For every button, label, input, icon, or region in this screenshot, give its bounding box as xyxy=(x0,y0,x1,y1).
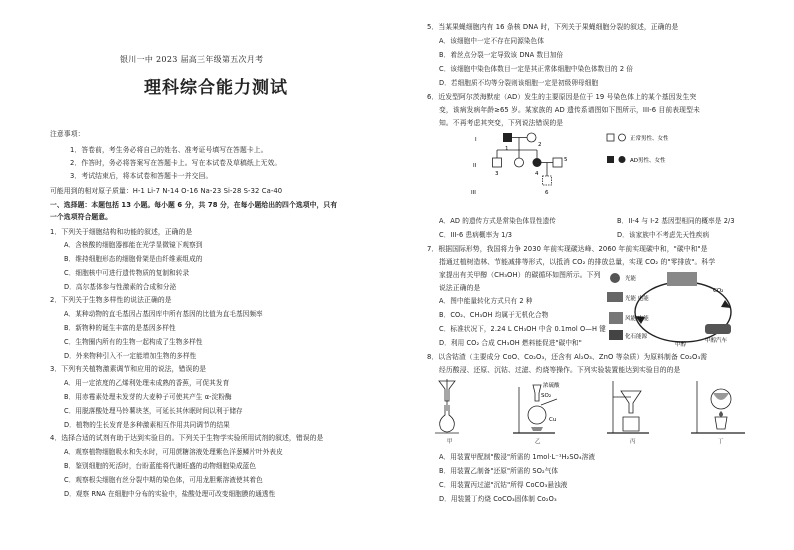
q7-stem-2: 指通过植树造林、节能减排等形式，以抵消 CO₂ 的排放总量，实现 CO₂ 的"零排放"。科学 xyxy=(439,258,716,266)
sun-icon xyxy=(610,273,620,283)
q8-option-b[interactable]: B．用装置乙制备"还原"所需的 SO₂气体 xyxy=(439,467,559,475)
exam-title: 理科综合能力测试 xyxy=(144,78,288,98)
q8-option-a[interactable]: A．用装置甲配制"酸浸"所需的 1mol·L⁻¹H₂SO₄溶液 xyxy=(439,453,596,461)
fig-label: 光能 xyxy=(625,276,637,282)
q2-option-b[interactable]: B．新物种的诞生丰富的是基因多样性 xyxy=(64,324,176,332)
q6-stem-1: 6．近发型阿尔茨海默症（AD）发生的主要原因是位于 19 号染色体上的某个基因发生突 xyxy=(427,93,697,101)
legend-ad-label: AD男性、女性 xyxy=(630,158,666,164)
q4-option-b[interactable]: B．鉴别细胞的死活时，台盼蓝能将代谢旺盛的动物细胞染成蓝色 xyxy=(64,462,257,470)
q6-option-d[interactable]: D．该家族中不考虑先天性疾病 xyxy=(617,231,710,239)
fig-label: 光能 电能 xyxy=(625,296,649,302)
legend-ad-female-icon xyxy=(619,156,626,163)
fig-label-acid: 浓硫酸 xyxy=(543,383,560,389)
q7-option-d[interactable]: D．利用 CO₂ 合成 CH₃OH 燃料能促进"碳中和" xyxy=(439,339,582,347)
q6-option-c[interactable]: C．III-6 患病概率为 1/3 xyxy=(439,231,513,239)
q1-stem: 1．下列关于细胞结构和功能的叙述，正确的是 xyxy=(50,228,193,236)
pedigree-ii3-male xyxy=(493,158,502,167)
pedigree-num: 1 xyxy=(505,146,509,152)
q5-stem: 5．当某果蝇细胞内有 16 条核 DNA 时，下列关于果蝇细胞分裂的叙述，正确的是 xyxy=(427,23,679,31)
q4-option-c[interactable]: C．观察根尖细胞有丝分裂中期的染色体，可用龙胆紫溶液使其着色 xyxy=(64,476,263,484)
pedigree-chart xyxy=(467,130,717,212)
methanol-car-icon xyxy=(705,324,731,334)
q3-option-c[interactable]: C．用脱落酸处理马铃薯块茎，可延长其休眠时间以利于储存 xyxy=(64,407,243,415)
q2-option-a[interactable]: A．某种动物的直毛基因占基因库中所有基因的比值为直毛基因频率 xyxy=(64,310,263,318)
fig-label: 风能 电能 xyxy=(625,316,649,322)
q7-stem-4: 说法正确的是 xyxy=(439,284,481,292)
q3-stem: 3．下列有关植物激素调节和应用的说法，错误的是 xyxy=(50,365,207,373)
fig-label: 甲醇 xyxy=(675,342,687,348)
q2-stem: 2．下列关于生物多样性的说法正确的是 xyxy=(50,296,172,304)
q7-option-a[interactable]: A．图中能量转化方式只有 2 种 xyxy=(439,297,533,305)
q5-option-c[interactable]: C．该细胞中染色体数目一定是其正常体细胞中染色体数目的 2 倍 xyxy=(439,65,634,73)
pedigree-num: 2 xyxy=(538,142,542,148)
apparatus-jia xyxy=(435,379,459,433)
gen-label-3: III xyxy=(471,190,476,196)
q8-stem-1: 8．以含钴渣（主要成分 CoO、Co₂O₃，还含有 Al₂O₃、ZnO 等杂质）为原料制备 Co₂O₃需 xyxy=(427,353,708,361)
carbon-cycle-figure xyxy=(605,270,745,350)
notes-heading: 注意事项： xyxy=(50,130,85,138)
factory-icon xyxy=(667,272,697,286)
q5-option-b[interactable]: B．着丝点分裂一定导致该 DNA 数目加倍 xyxy=(439,51,564,59)
pedigree-i1-affected-male xyxy=(503,133,512,142)
pedigree-num: 5 xyxy=(564,157,568,163)
note-item-2: 2．作答时，务必将答案写在答题卡上。写在本试卷及草稿纸上无效。 xyxy=(70,159,282,167)
q3-option-b[interactable]: B．用赤霉素处理未发芽的大麦种子可使其产生 α-淀粉酶 xyxy=(64,393,232,401)
pedigree-ii4-affected-female xyxy=(533,158,542,167)
q7-option-b[interactable]: B．CO₂、CH₃OH 均属于无机化合物 xyxy=(439,311,549,319)
label-yi: 乙 xyxy=(535,439,541,445)
power-plant-icon xyxy=(607,292,623,302)
legend-normal-female-icon xyxy=(619,134,626,141)
q1-option-a[interactable]: A．含核酸的细胞器都能在光学显微镜下观察到 xyxy=(64,241,203,249)
q7-option-c[interactable]: C．标准状况下，2.24 L CH₃OH 中含 0.1mol O—H 键 xyxy=(439,325,606,333)
apparatus-bing xyxy=(607,381,649,433)
note-item-1: 1．答卷前，考生务必将自己的姓名、准考证号填写在答题卡上。 xyxy=(70,146,268,154)
school-header: 银川一中 2023 届高三年级第五次月考 xyxy=(120,55,264,64)
fig-label: 化石能源 xyxy=(625,334,648,340)
wind-farm-icon xyxy=(609,312,623,324)
label-ding: 丁 xyxy=(718,439,724,445)
q4-option-d[interactable]: D．观察 RNA 在细胞中分布的实验中，盐酸处理可改变细胞膜的通透性 xyxy=(64,490,276,498)
q1-option-b[interactable]: B．维持细胞形态的细胞骨架是由纤维素组成的 xyxy=(64,255,203,263)
note-item-3: 3．考试结束后，将本试卷和答题卡一并交回。 xyxy=(70,172,213,180)
q1-option-c[interactable]: C．细胞核中可进行遗传物质的复制和转录 xyxy=(64,269,190,277)
pedigree-i2-female xyxy=(527,133,536,142)
q6-stem-2: 变，该病发病年龄≥65 岁。某家族的 AD 遗传系谱图如下图所示，III-6 目前表现型未 xyxy=(439,106,700,114)
q4-option-a[interactable]: A．观察植物细胞吸水和失水时，可用蔗糖溶液处理紫色洋葱鳞片叶外表皮 xyxy=(64,448,283,456)
pedigree-num: 4 xyxy=(535,171,539,177)
q7-stem-1: 7．根据国际形势，我国将力争 2030 年前实现碳达峰、2060 年前实现碳中和，"碳中和"是 xyxy=(427,245,708,253)
gen-label-2: II xyxy=(473,163,477,169)
q2-option-c[interactable]: C．生物圈内所有的生物一起构成了生物多样性 xyxy=(64,338,203,346)
q2-option-d[interactable]: D．外来物种引入不一定能增加生物的多样性 xyxy=(64,352,197,360)
q3-option-a[interactable]: A．用一定浓度的乙烯利处理未成熟的香蕉，可促其发育 xyxy=(64,379,230,387)
q3-option-d[interactable]: D．植物的生长发育是多种激素相互作用共同调节的结果 xyxy=(64,421,230,429)
q4-stem: 4．选择合适的试剂有助于达到实验目的。下列关于生物学实验所用试剂的叙述，错误的是 xyxy=(50,434,324,442)
pedigree-ii-female xyxy=(515,158,524,167)
gen-label-1: I xyxy=(475,137,477,143)
legend-normal-label: 正常男性、女性 xyxy=(630,136,669,142)
label-bing: 丙 xyxy=(630,439,636,445)
fig-label-so2: SO₂ xyxy=(541,393,552,399)
fossil-energy-icon xyxy=(609,330,623,340)
legend-normal-male-icon xyxy=(607,134,614,141)
q1-option-d[interactable]: D．高尔基体参与性激素的合成和分泌 xyxy=(64,283,177,291)
q8-option-d[interactable]: D．用装置丁灼烧 CoCO₃固体制 Co₂O₃ xyxy=(439,495,557,503)
pedigree-iii6-unknown xyxy=(543,176,552,185)
apparatus-figure xyxy=(435,377,765,439)
apparatus-ding xyxy=(691,381,745,433)
q8-option-c[interactable]: C．用装置丙过滤"沉钴"所得 CoCO₃悬浊液 xyxy=(439,481,568,489)
pedigree-num: 3 xyxy=(495,171,499,177)
fig-label: 甲醇汽车 xyxy=(705,338,728,344)
label-jia: 甲 xyxy=(447,439,453,445)
pedigree-ii5-male xyxy=(553,158,562,167)
q6-option-b[interactable]: B．II-4 与 I-2 基因型相同的概率是 2/3 xyxy=(617,217,735,225)
legend-ad-male-icon xyxy=(607,156,614,163)
q5-option-d[interactable]: D．若细胞质不均等分裂则该细胞一定是初级卵母细胞 xyxy=(439,79,599,87)
fig-label-cu: Cu xyxy=(549,417,557,423)
pedigree-num: 6 xyxy=(545,190,549,196)
q6-option-a[interactable]: A．AD 的遗传方式是常染色体显性遗传 xyxy=(439,217,556,225)
section-heading: 一、选择题：本题包括 13 小题。每小题 6 分，共 78 分，在每小题给出的四个选项中，只有 xyxy=(50,201,338,209)
fig-label: CO₂ xyxy=(713,288,724,294)
q8-stem-2: 经历酸浸、还原、沉钴、过滤、灼烧等操作。下列实验装置能达到实验目的的是 xyxy=(439,366,681,374)
atomic-masses: 可能用到的相对原子质量：H-1 Li-7 N-14 O-16 Na-23 Si-28 S-32 Ca-40 xyxy=(50,187,283,195)
q7-stem-3: 家提出有关甲醇（CH₃OH）的碳循环如图所示。下列 xyxy=(439,271,601,279)
q6-stem-3: 知。不再考虑其突变，下列说法错误的是 xyxy=(439,119,564,127)
section-heading-cont: 一个选项符合题意。 xyxy=(50,213,113,221)
q5-option-a[interactable]: A．该细胞中一定不存在同源染色体 xyxy=(439,37,545,45)
